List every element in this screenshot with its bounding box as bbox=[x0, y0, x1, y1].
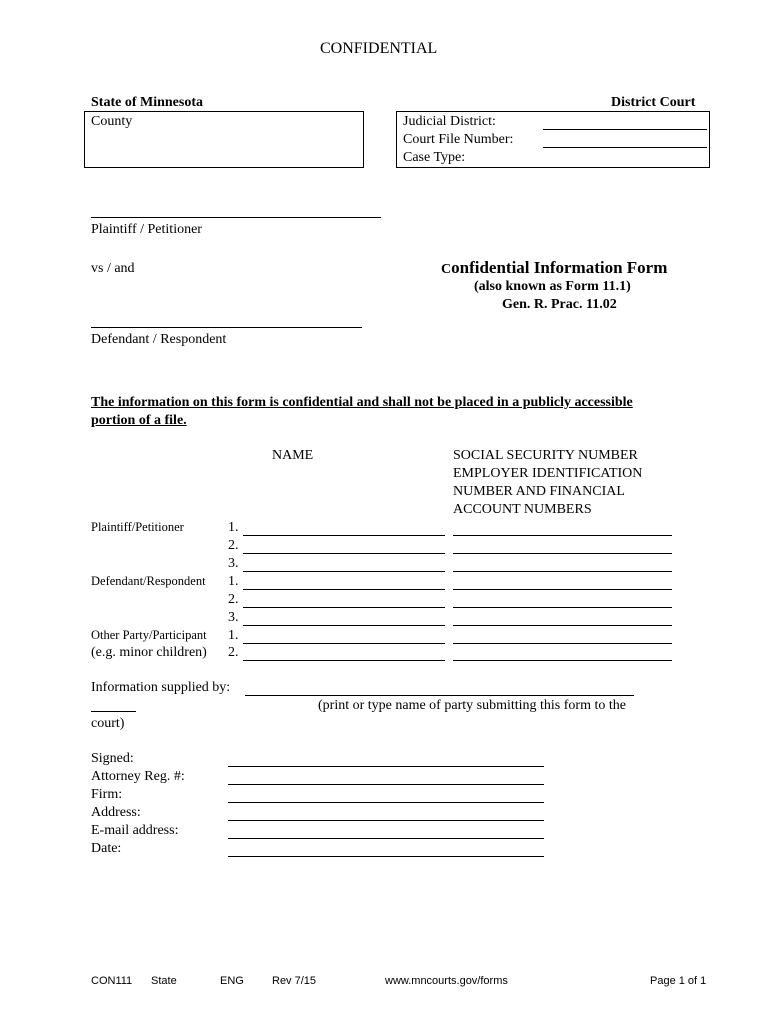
plaintiff-ssn-field-2[interactable] bbox=[453, 553, 672, 554]
date-field[interactable] bbox=[228, 856, 544, 857]
date-label: Date: bbox=[91, 841, 122, 856]
footer-form-code: CON111 bbox=[91, 975, 133, 987]
other-name-field-1[interactable] bbox=[243, 643, 445, 644]
judicial-district-label: Judicial District: bbox=[403, 114, 496, 129]
address-field[interactable] bbox=[228, 820, 544, 821]
court-file-number-label: Court File Number: bbox=[403, 132, 514, 147]
footer-language: ENG bbox=[220, 975, 244, 987]
footer-revision: Rev 7/15 bbox=[272, 975, 317, 987]
defendant-ssn-field-2[interactable] bbox=[453, 607, 672, 608]
supplied-by-field-continuation[interactable] bbox=[91, 711, 136, 712]
defendant-ssn-field-3[interactable] bbox=[453, 625, 672, 626]
other-party-label: Other Party/Participant bbox=[91, 628, 207, 642]
firm-label: Firm: bbox=[91, 787, 123, 802]
plaintiff-name-field-2[interactable] bbox=[243, 553, 445, 554]
firm-field[interactable] bbox=[228, 802, 544, 803]
form-aka: (also known as Form 11.1) bbox=[474, 279, 631, 294]
signed-label: Signed: bbox=[91, 751, 134, 766]
footer-state: State bbox=[151, 975, 177, 987]
plaintiff-name-field-1[interactable] bbox=[243, 535, 445, 536]
confidential-notice-line2: portion of a file. bbox=[91, 413, 187, 428]
confidential-notice-line1: The information on this form is confidential and shall not be placed in a publicly accessible bbox=[91, 395, 633, 410]
row-number: 2. bbox=[228, 592, 239, 607]
supplied-by-label: Information supplied by: bbox=[91, 680, 231, 695]
court-label: District Court bbox=[611, 95, 696, 110]
row-number: 1. bbox=[228, 520, 239, 535]
row-number: 3. bbox=[228, 610, 239, 625]
other-ssn-field-1[interactable] bbox=[453, 643, 672, 644]
defendant-name-field-1[interactable] bbox=[243, 589, 445, 590]
judicial-district-field[interactable] bbox=[543, 129, 707, 130]
confidential-heading: CONFIDENTIAL bbox=[320, 40, 438, 57]
plaintiff-line[interactable] bbox=[91, 217, 381, 218]
supplied-by-note-cont: court) bbox=[91, 716, 125, 731]
plaintiff-name-field-3[interactable] bbox=[243, 571, 445, 572]
defendant-line[interactable] bbox=[91, 327, 362, 328]
supplied-by-field[interactable] bbox=[245, 695, 634, 696]
ssn-header-line2: EMPLOYER IDENTIFICATION bbox=[453, 466, 643, 481]
ssn-header-line1: SOCIAL SECURITY NUMBER bbox=[453, 448, 638, 463]
supplied-by-note: (print or type name of party submitting this form to the bbox=[318, 698, 626, 713]
row-number: 2. bbox=[228, 645, 239, 660]
defendant-name-field-2[interactable] bbox=[243, 607, 445, 608]
defendant-name-field-3[interactable] bbox=[243, 625, 445, 626]
plaintiff-ssn-field-3[interactable] bbox=[453, 571, 672, 572]
vs-label: vs / and bbox=[91, 261, 135, 276]
address-label: Address: bbox=[91, 805, 141, 820]
plaintiff-party-label: Plaintiff/Petitioner bbox=[91, 520, 184, 534]
plaintiff-label: Plaintiff / Petitioner bbox=[91, 222, 202, 237]
attorney-reg-label: Attorney Reg. #: bbox=[91, 769, 185, 784]
plaintiff-ssn-field-1[interactable] bbox=[453, 535, 672, 536]
ssn-header-line3: NUMBER AND FINANCIAL bbox=[453, 484, 625, 499]
form-title-initial: C bbox=[441, 262, 452, 277]
defendant-ssn-field-1[interactable] bbox=[453, 589, 672, 590]
name-column-header: NAME bbox=[272, 448, 314, 463]
other-ssn-field-2[interactable] bbox=[453, 660, 672, 661]
form-rule: Gen. R. Prac. 11.02 bbox=[502, 297, 617, 312]
footer-url[interactable]: www.mncourts.gov/forms bbox=[385, 975, 508, 987]
defendant-label: Defendant / Respondent bbox=[91, 332, 227, 347]
county-label: County bbox=[91, 114, 133, 129]
row-number: 1. bbox=[228, 574, 239, 589]
row-number: 3. bbox=[228, 556, 239, 571]
signed-field[interactable] bbox=[228, 766, 544, 767]
attorney-reg-field[interactable] bbox=[228, 784, 544, 785]
case-type-label: Case Type: bbox=[403, 150, 466, 165]
footer-page-number: Page 1 of 1 bbox=[650, 975, 707, 987]
email-field[interactable] bbox=[228, 838, 544, 839]
defendant-party-label: Defendant/Respondent bbox=[91, 574, 206, 588]
row-number: 1. bbox=[228, 628, 239, 643]
row-number: 2. bbox=[228, 538, 239, 553]
ssn-header-line4: ACCOUNT NUMBERS bbox=[453, 502, 592, 517]
form-title-text: onfidential Information Form bbox=[451, 258, 668, 277]
email-label: E-mail address: bbox=[91, 823, 179, 838]
other-party-sublabel: (e.g. minor children) bbox=[91, 645, 207, 660]
other-name-field-2[interactable] bbox=[243, 660, 445, 661]
form-title bbox=[441, 258, 667, 278]
state-label: State of Minnesota bbox=[91, 95, 203, 110]
court-file-number-field[interactable] bbox=[543, 147, 707, 148]
